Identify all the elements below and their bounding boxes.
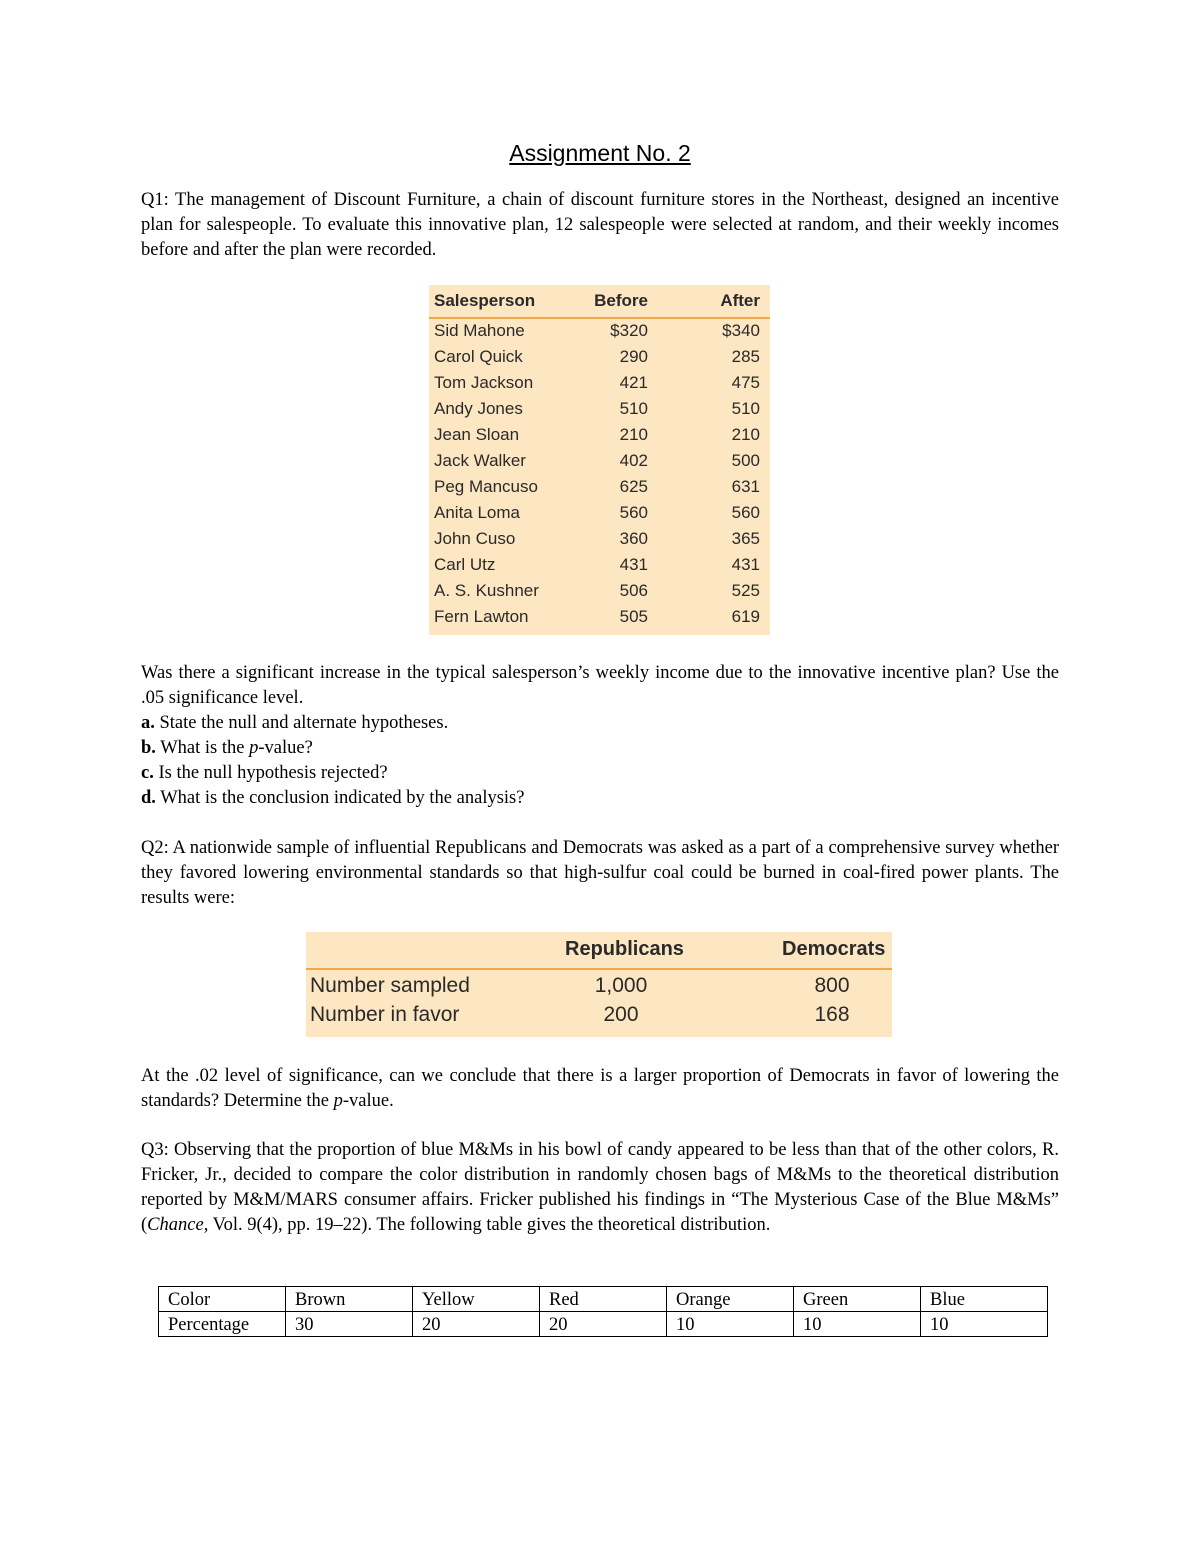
table-header	[306, 932, 892, 970]
salesperson-income-table	[429, 285, 770, 635]
q3-intro	[141, 1138, 1059, 1238]
page-title: Assignment No. 2	[509, 140, 691, 166]
row-label: Number sampled	[310, 974, 470, 997]
cell-before: 510	[619, 399, 648, 418]
q1-part-b	[141, 736, 1059, 761]
cell-name: Carol Quick	[434, 347, 523, 366]
question-text: -value.	[342, 1091, 394, 1111]
cell-name: A. S. Kushner	[434, 581, 539, 600]
cell-before: 290	[619, 347, 648, 366]
cell-before: 625	[619, 477, 648, 496]
part-italic: p	[249, 738, 259, 758]
part-label: d.	[141, 788, 156, 808]
cell-before: 431	[619, 555, 648, 574]
table-row	[429, 503, 770, 529]
table-row	[429, 321, 770, 347]
q3-intro-text	[141, 1138, 1059, 1238]
table-row	[159, 1312, 1048, 1337]
table-row	[429, 399, 770, 425]
q1-intro	[141, 188, 1059, 263]
cell-color: Green	[794, 1287, 921, 1312]
part-label: a.	[141, 713, 155, 733]
q1-part-c	[141, 761, 1059, 786]
cell-before: 360	[619, 529, 648, 548]
cell-name: Jean Sloan	[434, 425, 520, 444]
cell-header: Color	[159, 1287, 286, 1312]
part-text: What is the	[155, 738, 250, 758]
intro-text: , Vol. 9(4), pp. 19–22). The following table gives the theoretical distribution.	[203, 1215, 771, 1235]
journal-title: Chance	[147, 1215, 204, 1235]
q1-question-text: Was there a significant increase in the typical salesperson’s weekly income due to the innovative incentive plan? Use the .05 significance level.	[141, 663, 1059, 708]
cell-after: 365	[731, 529, 760, 548]
table-row	[429, 555, 770, 581]
cell-color: Red	[540, 1287, 667, 1312]
cell-before: 560	[619, 503, 648, 522]
table-row	[159, 1287, 1048, 1312]
intro-text: Q3: Observing that the proportion of blue M&Ms in his bowl of candy appeared to be less than that of the other colors, R. Fricker, Jr., decided to compare the color distribution in randomly chosen bags of M&Ms to the theoretical distribution reported by M&M/MARS consumer affairs. Fricker published his findings in “The Mysterious Case of the Blue M&Ms” (	[141, 1140, 1059, 1235]
cell-after: $340	[722, 321, 760, 340]
table-header	[429, 285, 770, 319]
q1-questions	[141, 661, 1059, 811]
cell-before: 402	[619, 451, 648, 470]
cell-before: $320	[610, 321, 648, 340]
table-row	[306, 974, 892, 1004]
cell-after: 210	[731, 425, 760, 444]
cell-after: 285	[731, 347, 760, 366]
cell-before: 421	[619, 373, 648, 392]
q1-part-d	[141, 786, 1059, 811]
cell-name: Anita Loma	[434, 503, 520, 522]
cell-name: Jack Walker	[434, 451, 526, 470]
cell-name: Sid Mahone	[434, 321, 525, 340]
table-row	[429, 581, 770, 607]
q1-part-a	[141, 711, 1059, 736]
q2-intro-text: Q2: A nationwide sample of influential Republicans and Democrats was asked as a part of a comprehensive survey whether they favored lowering environmental standards so that high-sulfur coal could be burned in coal-fired power plants. The results were:	[141, 838, 1059, 908]
table-row	[429, 347, 770, 373]
part-text: Is the null hypothesis rejected?	[153, 763, 388, 783]
cell-republicans: 1,000	[594, 974, 648, 997]
table-row	[429, 477, 770, 503]
cell-democrats: 168	[814, 1003, 850, 1026]
header-democrats: Democrats	[782, 938, 886, 960]
cell-color: Blue	[921, 1287, 1048, 1312]
header-before: Before	[594, 291, 648, 310]
question-text: At the .02 level of significance, can we conclude that there is a larger proportion of Democrats in favor of lowering the standards? Determine the	[141, 1066, 1059, 1111]
cell-name: Peg Mancuso	[434, 477, 538, 496]
cell-after: 560	[731, 503, 760, 522]
cell-color: Brown	[286, 1287, 413, 1312]
cell-percentage: 20	[413, 1312, 540, 1337]
cell-after: 510	[731, 399, 760, 418]
cell-after: 525	[731, 581, 760, 600]
cell-before: 506	[619, 581, 648, 600]
header-republicans: Republicans	[565, 938, 684, 960]
part-label: b.	[141, 738, 156, 758]
cell-after: 475	[731, 373, 760, 392]
cell-color: Orange	[667, 1287, 794, 1312]
cell-percentage: 10	[921, 1312, 1048, 1337]
cell-name: John Cuso	[434, 529, 516, 548]
cell-percentage: 10	[667, 1312, 794, 1337]
cell-republicans: 200	[603, 1003, 639, 1026]
cell-after: 431	[731, 555, 760, 574]
table-row	[429, 373, 770, 399]
header-salesperson: Salesperson	[434, 291, 536, 310]
cell-democrats: 800	[814, 974, 850, 997]
cell-before: 210	[619, 425, 648, 444]
cell-percentage: 10	[794, 1312, 921, 1337]
cell-after: 500	[731, 451, 760, 470]
q2-question-text	[141, 1064, 1059, 1114]
header-after: After	[720, 291, 760, 310]
table-row	[429, 451, 770, 477]
table-row	[429, 607, 770, 633]
cell-color: Yellow	[413, 1287, 540, 1312]
q2-question	[141, 1064, 1059, 1114]
cell-header: Percentage	[159, 1312, 286, 1337]
cell-name: Carl Utz	[434, 555, 496, 574]
cell-name: Fern Lawton	[434, 607, 529, 626]
table-row	[429, 425, 770, 451]
color-distribution-table	[158, 1286, 1048, 1337]
part-text: -value?	[258, 738, 313, 758]
row-label: Number in favor	[310, 1003, 460, 1026]
cell-after: 631	[731, 477, 760, 496]
question-italic: p	[333, 1091, 343, 1111]
table-row	[306, 1003, 892, 1033]
cell-percentage: 20	[540, 1312, 667, 1337]
cell-after: 619	[731, 607, 760, 626]
part-text: What is the conclusion indicated by the analysis?	[155, 788, 525, 808]
cell-percentage: 30	[286, 1312, 413, 1337]
cell-name: Andy Jones	[434, 399, 523, 418]
part-label: c.	[141, 763, 154, 783]
q2-intro	[141, 836, 1059, 911]
party-survey-table	[306, 932, 892, 1037]
part-text: State the null and alternate hypotheses.	[154, 713, 449, 733]
cell-name: Tom Jackson	[434, 373, 534, 392]
cell-before: 505	[619, 607, 648, 626]
table-row	[429, 529, 770, 555]
q1-intro-text: Q1: The management of Discount Furniture, a chain of discount furniture stores in the Northeast, designed an incentive plan for salespeople. To evaluate this innovative plan, 12 salespeople were selected at random, and their weekly incomes before and after the plan were recorded.	[141, 190, 1059, 260]
